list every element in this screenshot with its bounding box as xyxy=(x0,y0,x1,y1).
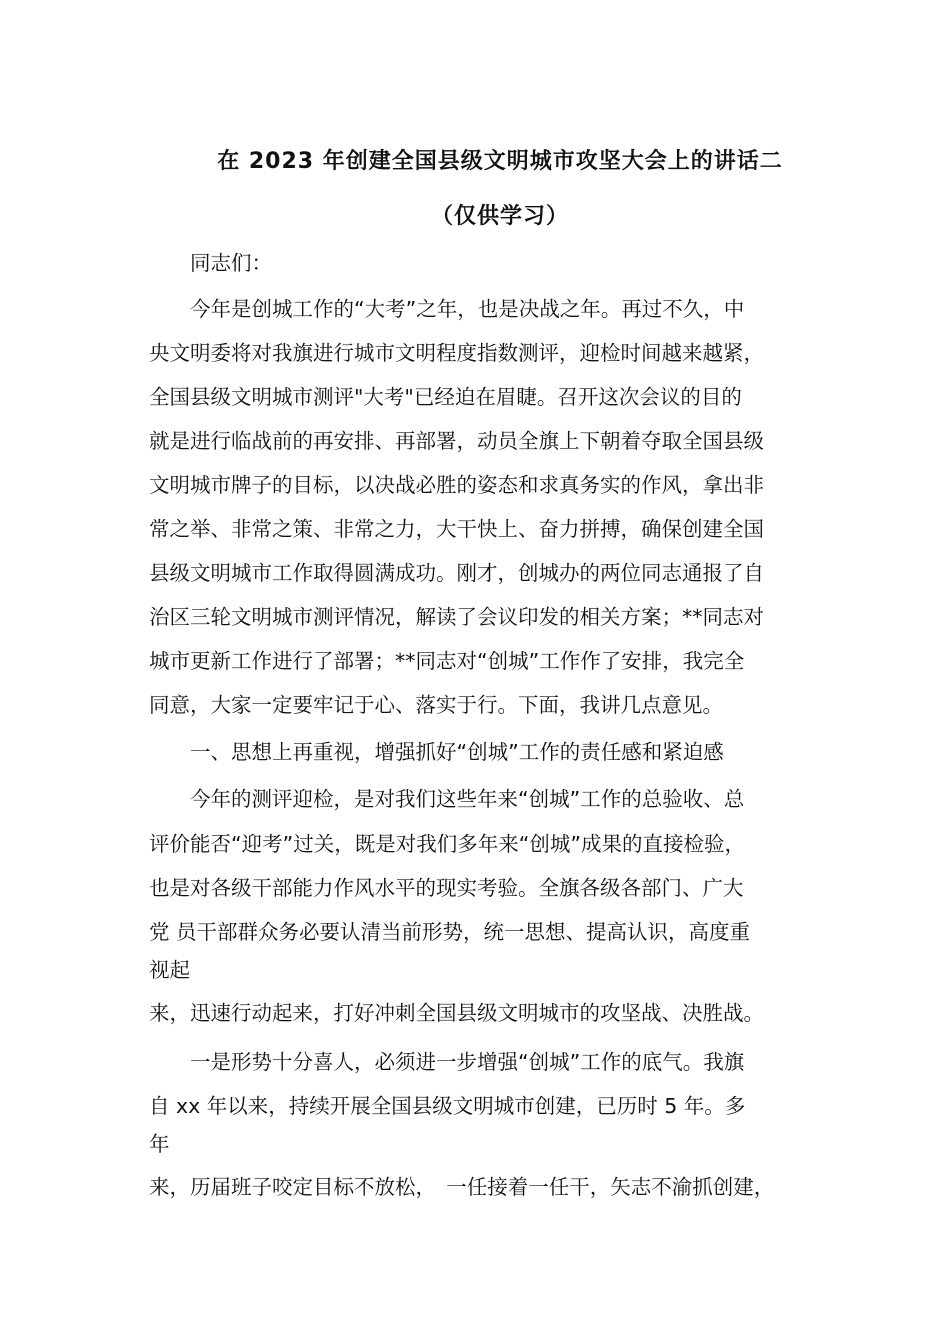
body-line: 全国县级文明城市测评"大考"已经迫在眉睫。召开这次会议的目的 xyxy=(149,385,742,409)
document-subtitle: （仅供学习） xyxy=(430,204,569,229)
body-line: 一是形势十分喜人，必须进一步增强“创城”工作的底气。我旗 xyxy=(149,1050,745,1074)
body-line: 央文明委将对我旗进行城市文明程度指数测评，迎检时间越来越紧， xyxy=(149,341,764,365)
body-line: 常之举、非常之策、非常之力，大干快上、奋力拼搏，确保创建全国 xyxy=(149,517,764,541)
body-line: 党 员干部群众务必要认清当前形势，统一思想、提高认识，高度重 xyxy=(149,920,751,944)
body-line: 就是进行临战前的再安排、再部署，动员全旗上下朝着夺取全国县级 xyxy=(149,429,764,453)
body-line: 自 xx 年以来，持续开展全国县级文明城市创建，已历时 5 年。多 xyxy=(149,1094,746,1118)
body-line: 今年的测评迎检，是对我们这些年来“创城”工作的总验收、总 xyxy=(149,787,745,811)
body-line: 来，历届班子咬定目标不放松， 一任接着一任干，矢志不渝抓创建， xyxy=(149,1175,775,1199)
body-line: 文明城市牌子的目标，以决战必胜的姿态和求真务实的作风，拿出非 xyxy=(149,473,764,497)
body-line: 来，迅速行动起来，打好冲刺全国县级文明城市的攻坚战、决胜战。 xyxy=(149,1001,764,1025)
body-line: 也是对各级干部能力作风水平的现实考验。全旗各级各部门、广大 xyxy=(149,876,744,900)
body-line: 县级文明城市工作取得圆满成功。刚才，创城办的两位同志通报了自 xyxy=(149,561,764,585)
body-line: 同意，大家一定要牢记于心、落实于行。下面，我讲几点意见。 xyxy=(149,693,723,717)
salutation-line: 同志们： xyxy=(149,251,272,275)
section-heading-1: 一、思想上再重视，增强抓好“创城”工作的责任感和紧迫感 xyxy=(149,740,724,764)
body-line: 视起 xyxy=(149,958,190,982)
document-title: 在 2023 年创建全国县级文明城市攻坚大会上的讲话二 xyxy=(217,149,783,174)
body-line: 年 xyxy=(149,1132,170,1156)
body-line: 治区三轮文明城市测评情况，解读了会议印发的相关方案；**同志对 xyxy=(149,605,764,629)
body-line: 城市更新工作进行了部署；**同志对“创城”工作作了安排，我完全 xyxy=(149,649,745,673)
body-line: 今年是创城工作的“大考”之年，也是决战之年。再过不久，中 xyxy=(149,297,745,321)
body-line: 评价能否“迎考”过关，既是对我们多年来“创城”成果的直接检验， xyxy=(149,832,745,856)
